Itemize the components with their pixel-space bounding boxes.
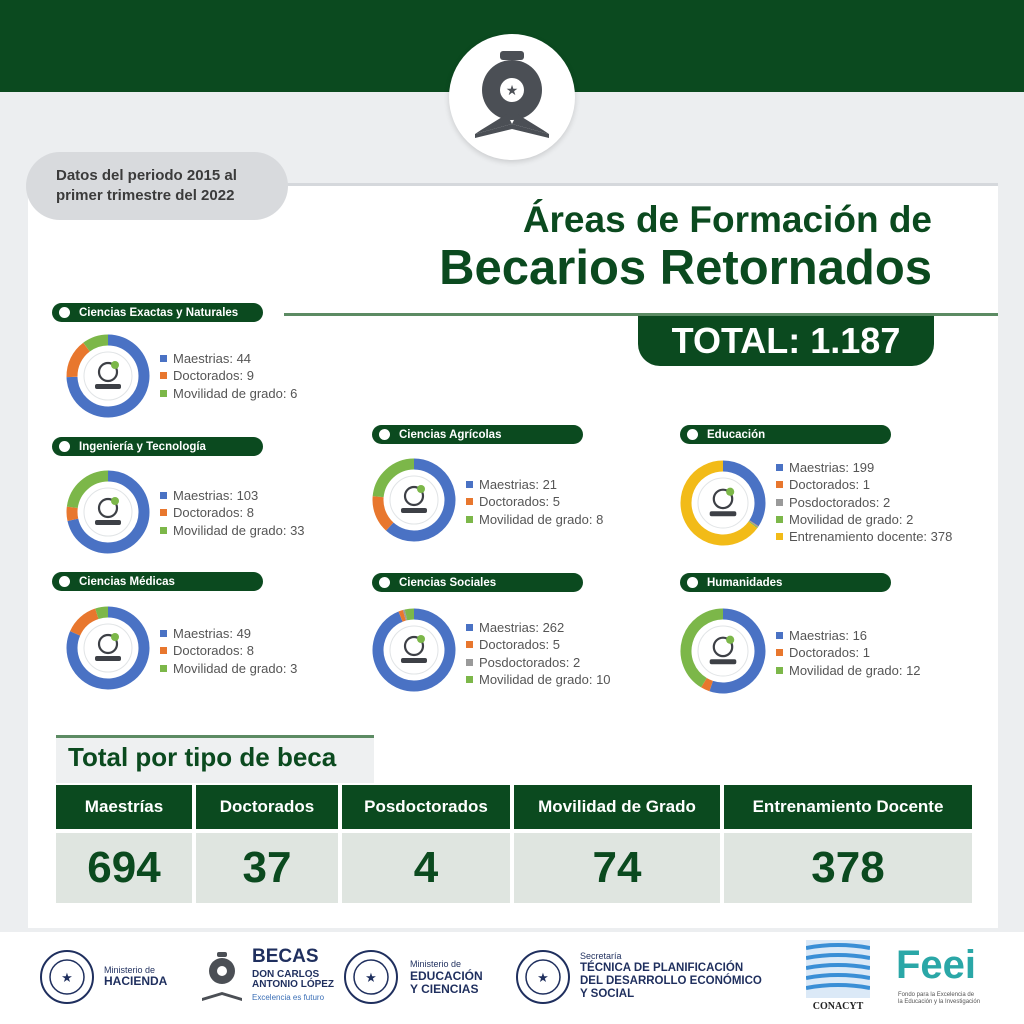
card-top-rule xyxy=(280,183,998,186)
svg-text:★: ★ xyxy=(365,971,377,986)
page-title-line-1: Áreas de Formación de xyxy=(522,199,932,240)
legend-swatch-icon xyxy=(466,516,473,523)
area-title xyxy=(52,572,263,591)
legend-swatch-icon xyxy=(466,481,473,488)
page-title-line-2: Becarios Retornados xyxy=(439,241,932,295)
paraguay-seal-icon xyxy=(40,950,94,1004)
becas-logo xyxy=(449,34,575,160)
area-donut-chart xyxy=(66,334,150,418)
stp-line-1: TÉCNICA DE PLANIFICACIÓN xyxy=(580,962,744,974)
legend-swatch-icon xyxy=(776,649,783,656)
legend-swatch-icon xyxy=(776,464,783,471)
donut-segment xyxy=(97,612,108,614)
legend-swatch-icon xyxy=(160,492,167,499)
area-title-text: Ciencias Agrícolas xyxy=(399,428,502,441)
totals-column xyxy=(196,785,342,903)
becas-title: BECAS xyxy=(252,946,319,967)
legend-label: Posdoctorados: 2 xyxy=(789,494,891,510)
feei-line-1: Fondo para la Excelencia de xyxy=(898,992,975,998)
legend-label: Maestrias: 199 xyxy=(789,460,875,475)
hacienda-big: HACIENDA xyxy=(104,974,168,988)
legend-item xyxy=(776,644,921,661)
locomotive-book-icon xyxy=(449,34,575,160)
legend-label: Movilidad de grado: 33 xyxy=(173,522,305,538)
area-legend xyxy=(776,459,952,545)
legend-item xyxy=(466,493,603,510)
bullet-dot-icon xyxy=(379,577,390,588)
legend-swatch-icon xyxy=(160,630,167,637)
legend-item xyxy=(160,504,305,521)
donut-center xyxy=(84,488,132,536)
legend-label: Doctorados: 1 xyxy=(789,645,870,661)
legend-label: Movilidad de grado: 8 xyxy=(479,511,604,527)
stp-line-3: Y SOCIAL xyxy=(580,988,635,1000)
period-badge xyxy=(26,152,288,220)
paraguay-seal-icon xyxy=(344,950,398,1004)
totals-value: 378 xyxy=(724,829,972,903)
area-title-text: Ciencias Exactas y Naturales xyxy=(79,306,239,319)
legend-label: Maestrias: 103 xyxy=(173,488,259,503)
conacyt-logo-icon xyxy=(806,940,870,998)
legend-item xyxy=(466,619,611,636)
legend-label: Movilidad de grado: 2 xyxy=(789,511,914,527)
legend-item xyxy=(160,625,297,642)
area-donut-chart xyxy=(66,606,150,690)
totals-value: 694 xyxy=(56,829,192,903)
legend-item xyxy=(776,476,952,493)
legend-item xyxy=(160,367,297,384)
legend-label: Movilidad de grado: 10 xyxy=(479,671,611,687)
area-title xyxy=(680,425,891,444)
bullet-dot-icon xyxy=(59,576,70,587)
area-legend xyxy=(160,487,305,539)
legend-item xyxy=(776,494,952,511)
legend-item xyxy=(466,511,603,528)
legend-label: Doctorados: 1 xyxy=(789,477,870,493)
legend-label: Maestrias: 16 xyxy=(789,628,868,643)
donut-segment xyxy=(704,683,711,686)
svg-text:★: ★ xyxy=(505,83,519,99)
legend-item xyxy=(776,528,952,545)
totals-header: Doctorados xyxy=(196,785,338,829)
legend-label: Maestrias: 44 xyxy=(173,351,252,366)
legend-label: Movilidad de grado: 12 xyxy=(789,662,921,678)
legend-swatch-icon xyxy=(776,499,783,506)
donut-segment xyxy=(406,614,414,615)
grand-total-badge: TOTAL: 1.187 xyxy=(638,316,934,366)
svg-text:★: ★ xyxy=(61,971,73,986)
period-line-1: Datos del periodo 2015 al xyxy=(56,167,237,184)
legend-swatch-icon xyxy=(776,516,783,523)
legend-item xyxy=(776,511,952,528)
legend-swatch-icon xyxy=(160,390,167,397)
donut-center xyxy=(84,624,132,672)
legend-swatch-icon xyxy=(776,632,783,639)
legend-label: Doctorados: 8 xyxy=(173,643,254,659)
legend-item xyxy=(160,522,305,539)
bullet-dot-icon xyxy=(687,429,698,440)
area-donut-chart xyxy=(680,460,766,546)
legend-item xyxy=(466,636,611,653)
donut-center xyxy=(698,626,748,676)
legend-label: Movilidad de grado: 6 xyxy=(173,385,298,401)
donut-center xyxy=(84,352,132,400)
bullet-dot-icon xyxy=(59,307,70,318)
area-title xyxy=(52,437,263,456)
totals-column xyxy=(342,785,514,903)
area-title xyxy=(52,303,263,322)
legend-swatch-icon xyxy=(466,624,473,631)
legend-label: Maestrias: 262 xyxy=(479,620,565,635)
stp-small: Secretaría xyxy=(580,951,622,961)
legend-item xyxy=(160,385,297,402)
feei-wordmark: Feei xyxy=(896,943,977,987)
area-legend xyxy=(466,619,611,688)
area-title xyxy=(680,573,891,592)
legend-swatch-icon xyxy=(466,641,473,648)
area-title xyxy=(372,425,583,444)
legend-swatch-icon xyxy=(466,659,473,666)
svg-text:★: ★ xyxy=(537,971,549,986)
donut-segment xyxy=(401,615,405,616)
legend-item xyxy=(160,350,297,367)
conacyt-label: CONACYT xyxy=(812,1001,864,1012)
legend-label: Movilidad de grado: 3 xyxy=(173,660,298,676)
area-legend xyxy=(160,625,297,677)
area-title-text: Ingeniería y Tecnología xyxy=(79,440,206,453)
becas-line-1: DON CARLOS xyxy=(252,969,320,980)
totals-column xyxy=(724,785,972,903)
legend-label: Maestrias: 49 xyxy=(173,626,252,641)
legend-label: Doctorados: 9 xyxy=(173,368,254,384)
legend-label: Doctorados: 8 xyxy=(173,505,254,521)
totals-value: 37 xyxy=(196,829,338,903)
donut-segment xyxy=(87,340,108,347)
area-title xyxy=(372,573,583,592)
area-title-text: Ciencias Sociales xyxy=(399,576,497,589)
legend-swatch-icon xyxy=(776,667,783,674)
totals-value: 4 xyxy=(342,829,510,903)
area-donut-chart xyxy=(372,608,456,692)
donut-center xyxy=(390,626,438,674)
legend-swatch-icon xyxy=(160,647,167,654)
area-legend xyxy=(466,476,603,528)
mec-small: Ministerio de xyxy=(410,959,462,969)
legend-swatch-icon xyxy=(776,533,783,540)
area-donut-chart xyxy=(372,458,456,542)
donut-segment xyxy=(72,507,73,519)
becas-line-2: ANTONIO LÓPEZ xyxy=(252,979,335,990)
legend-item xyxy=(466,671,611,688)
totals-title: Total por tipo de beca xyxy=(68,742,337,772)
legend-label: Posdoctorados: 2 xyxy=(479,654,581,670)
legend-item xyxy=(466,654,611,671)
legend-label: Entrenamiento docente: 378 xyxy=(789,529,953,545)
bullet-dot-icon xyxy=(687,577,698,588)
period-line-2: primer trimestre del 2022 xyxy=(56,187,235,204)
becas-tagline: Excelencia es futuro xyxy=(252,993,325,1002)
area-legend xyxy=(776,627,921,679)
legend-swatch-icon xyxy=(466,498,473,505)
bullet-dot-icon xyxy=(59,441,70,452)
area-title-text: Ciencias Médicas xyxy=(79,575,175,588)
legend-label: Doctorados: 5 xyxy=(479,494,560,510)
donut-center xyxy=(698,478,748,528)
area-title-text: Humanidades xyxy=(707,576,783,589)
becas-small-logo-icon xyxy=(198,952,246,1002)
legend-swatch-icon xyxy=(466,676,473,683)
donut-segment xyxy=(378,497,390,527)
legend-item xyxy=(160,487,305,504)
footer-logos xyxy=(0,932,1024,1024)
area-donut-chart xyxy=(680,608,766,694)
legend-swatch-icon xyxy=(160,509,167,516)
totals-header: Maestrías xyxy=(56,785,192,829)
mec-line-1: EDUCACIÓN xyxy=(410,969,483,983)
donut-center xyxy=(390,476,438,524)
area-donut-chart xyxy=(66,470,150,554)
legend-item xyxy=(160,642,297,659)
legend-item xyxy=(160,660,297,677)
legend-label: Doctorados: 5 xyxy=(479,637,560,653)
legend-swatch-icon xyxy=(160,372,167,379)
legend-swatch-icon xyxy=(160,527,167,534)
legend-item xyxy=(776,627,921,644)
area-title-text: Educación xyxy=(707,428,766,441)
totals-header: Entrenamiento Docente xyxy=(724,785,972,829)
legend-swatch-icon xyxy=(776,481,783,488)
paraguay-seal-icon xyxy=(516,950,570,1004)
feei-line-2: la Educación y la Investigación xyxy=(898,999,981,1005)
legend-item xyxy=(776,459,952,476)
totals-header: Movilidad de Grado xyxy=(514,785,720,829)
legend-swatch-icon xyxy=(160,665,167,672)
bullet-dot-icon xyxy=(379,429,390,440)
mec-line-2: Y CIENCIAS xyxy=(410,982,479,996)
legend-swatch-icon xyxy=(160,355,167,362)
totals-table xyxy=(56,785,972,903)
hacienda-small: Ministerio de xyxy=(104,965,156,975)
legend-label: Maestrias: 21 xyxy=(479,477,558,492)
legend-item xyxy=(776,662,921,679)
totals-column xyxy=(56,785,196,903)
totals-value: 74 xyxy=(514,829,720,903)
legend-item xyxy=(466,476,603,493)
totals-header: Posdoctorados xyxy=(342,785,510,829)
totals-column xyxy=(514,785,724,903)
stp-line-2: DEL DESARROLLO ECONÓMICO xyxy=(580,975,762,987)
area-legend xyxy=(160,350,297,402)
